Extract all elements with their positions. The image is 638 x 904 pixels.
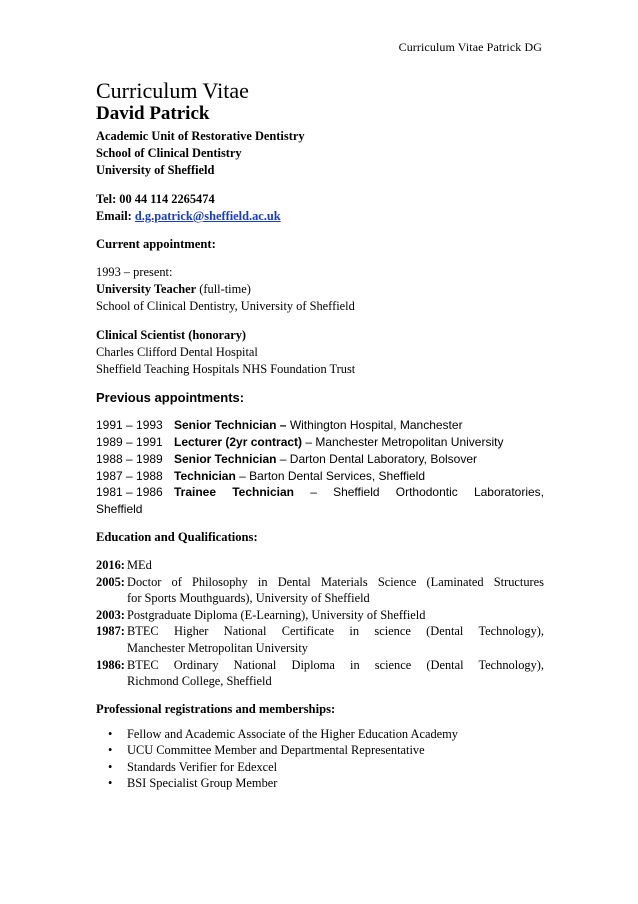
tel-label: Tel: — [96, 191, 117, 206]
appointment-place: Withington Hospital, Manchester — [286, 418, 463, 433]
education-year: 2005: — [96, 574, 125, 589]
education-item — [96, 574, 544, 607]
appointment-title: Trainee Technician — [174, 485, 295, 500]
bullet-icon: • — [108, 759, 113, 774]
appointment-row — [96, 451, 544, 468]
registration-text: BSI Specialist Group Member — [127, 776, 278, 791]
education-text-cont: Richmond College, Sheffield — [127, 674, 272, 689]
current-period: 1993 – present: — [96, 265, 173, 280]
appointment-title: Senior Technician — [174, 451, 277, 466]
tel-value: 00 44 114 2265474 — [116, 191, 215, 206]
registrations-heading: Professional registrations and memberships: — [96, 701, 336, 716]
running-header: Curriculum Vitae Patrick DG — [398, 40, 542, 54]
cv-content — [96, 78, 544, 792]
appointment-title: Lecturer (2yr contract) — [174, 435, 303, 450]
appointment-row — [96, 434, 544, 451]
current-appointment-heading: Current appointment: — [96, 237, 216, 252]
cv-title: Curriculum Vitae — [96, 78, 249, 103]
appointment-continuation: Sheffield — [96, 502, 143, 517]
honorary-hospital: Charles Clifford Dental Hospital — [96, 344, 258, 359]
current-role — [96, 281, 544, 298]
email-label: Email: — [96, 208, 132, 223]
education-text-cont: Manchester Metropolitan University — [127, 640, 308, 655]
education-text: Doctor of Philosophy in Dental Materials Science (Laminated Structures — [127, 574, 544, 589]
education-item — [96, 623, 544, 656]
education-heading: Education and Qualifications: — [96, 530, 258, 545]
contact-tel — [96, 191, 544, 208]
registration-text: Fellow and Academic Associate of the Higher Education Academy — [127, 726, 459, 741]
education-year: 2016: — [96, 558, 125, 573]
affiliation-school: School of Clinical Dentistry — [96, 146, 242, 161]
list-item — [96, 759, 544, 776]
appointment-title: Senior Technician – — [174, 418, 287, 433]
education-year: 1986: — [96, 657, 125, 672]
current-role-type: (full-time) — [196, 282, 251, 297]
bullet-icon: • — [108, 726, 113, 741]
list-item — [96, 775, 544, 792]
appointment-row — [96, 417, 544, 434]
honorary-heading: Clinical Scientist (honorary) — [96, 327, 247, 342]
education-list — [96, 557, 544, 690]
education-text-cont: for Sports Mouthguards), University of Sheffield — [127, 591, 370, 606]
email-link[interactable]: d.g.patrick@sheffield.ac.uk — [134, 208, 281, 223]
list-item — [96, 726, 544, 743]
cv-name: David Patrick — [96, 103, 210, 124]
affiliation-unit: Academic Unit of Restorative Dentistry — [96, 129, 305, 143]
appointment-place: – Darton Dental Laboratory, Bolsover — [276, 451, 478, 466]
appointment-row — [96, 484, 544, 501]
education-text: BTEC Ordinary National Diploma in science (Dental Technology), — [127, 657, 544, 672]
education-year: 1987: — [96, 624, 125, 639]
current-role-org: School of Clinical Dentistry, University of Sheffield — [96, 299, 355, 314]
education-text: Postgraduate Diploma (E-Learning), University of Sheffield — [127, 607, 426, 622]
appointment-years: 1987 – 1988 — [96, 468, 163, 483]
appointment-place: – Manchester Metropolitan University — [302, 435, 504, 450]
affiliation-university: University of Sheffield — [96, 163, 215, 178]
education-item — [96, 557, 544, 574]
appointment-years: 1981 – 1986 — [96, 485, 163, 500]
appointment-years: 1989 – 1991 — [96, 435, 163, 450]
list-item — [96, 742, 544, 759]
education-item — [96, 657, 544, 690]
bullet-icon: • — [108, 776, 113, 791]
appointment-title: Technician — [174, 468, 236, 483]
appointment-years: 1991 – 1993 — [96, 418, 163, 433]
appointment-years: 1988 – 1989 — [96, 451, 163, 466]
current-role-title: University Teacher — [96, 282, 197, 297]
previous-appointments-heading: Previous appointments: — [96, 390, 245, 406]
education-text: MEd — [127, 558, 152, 573]
education-year: 2003: — [96, 607, 125, 622]
education-text: BTEC Higher National Certificate in science (Dental Technology), — [127, 624, 544, 639]
appointment-place: – Barton Dental Services, Sheffield — [235, 468, 426, 483]
registration-text: Standards Verifier for Edexcel — [127, 759, 278, 774]
previous-appointments-list — [96, 417, 544, 518]
registrations-list — [96, 726, 544, 792]
education-item — [96, 607, 544, 624]
appointment-place: – Sheffield Orthodontic Laboratories, — [294, 485, 544, 500]
appointment-row — [96, 468, 544, 485]
registration-text: UCU Committee Member and Departmental Representative — [127, 743, 425, 758]
bullet-icon: • — [108, 743, 113, 758]
contact-email — [96, 208, 544, 225]
honorary-trust: Sheffield Teaching Hospitals NHS Foundation Trust — [96, 362, 356, 377]
